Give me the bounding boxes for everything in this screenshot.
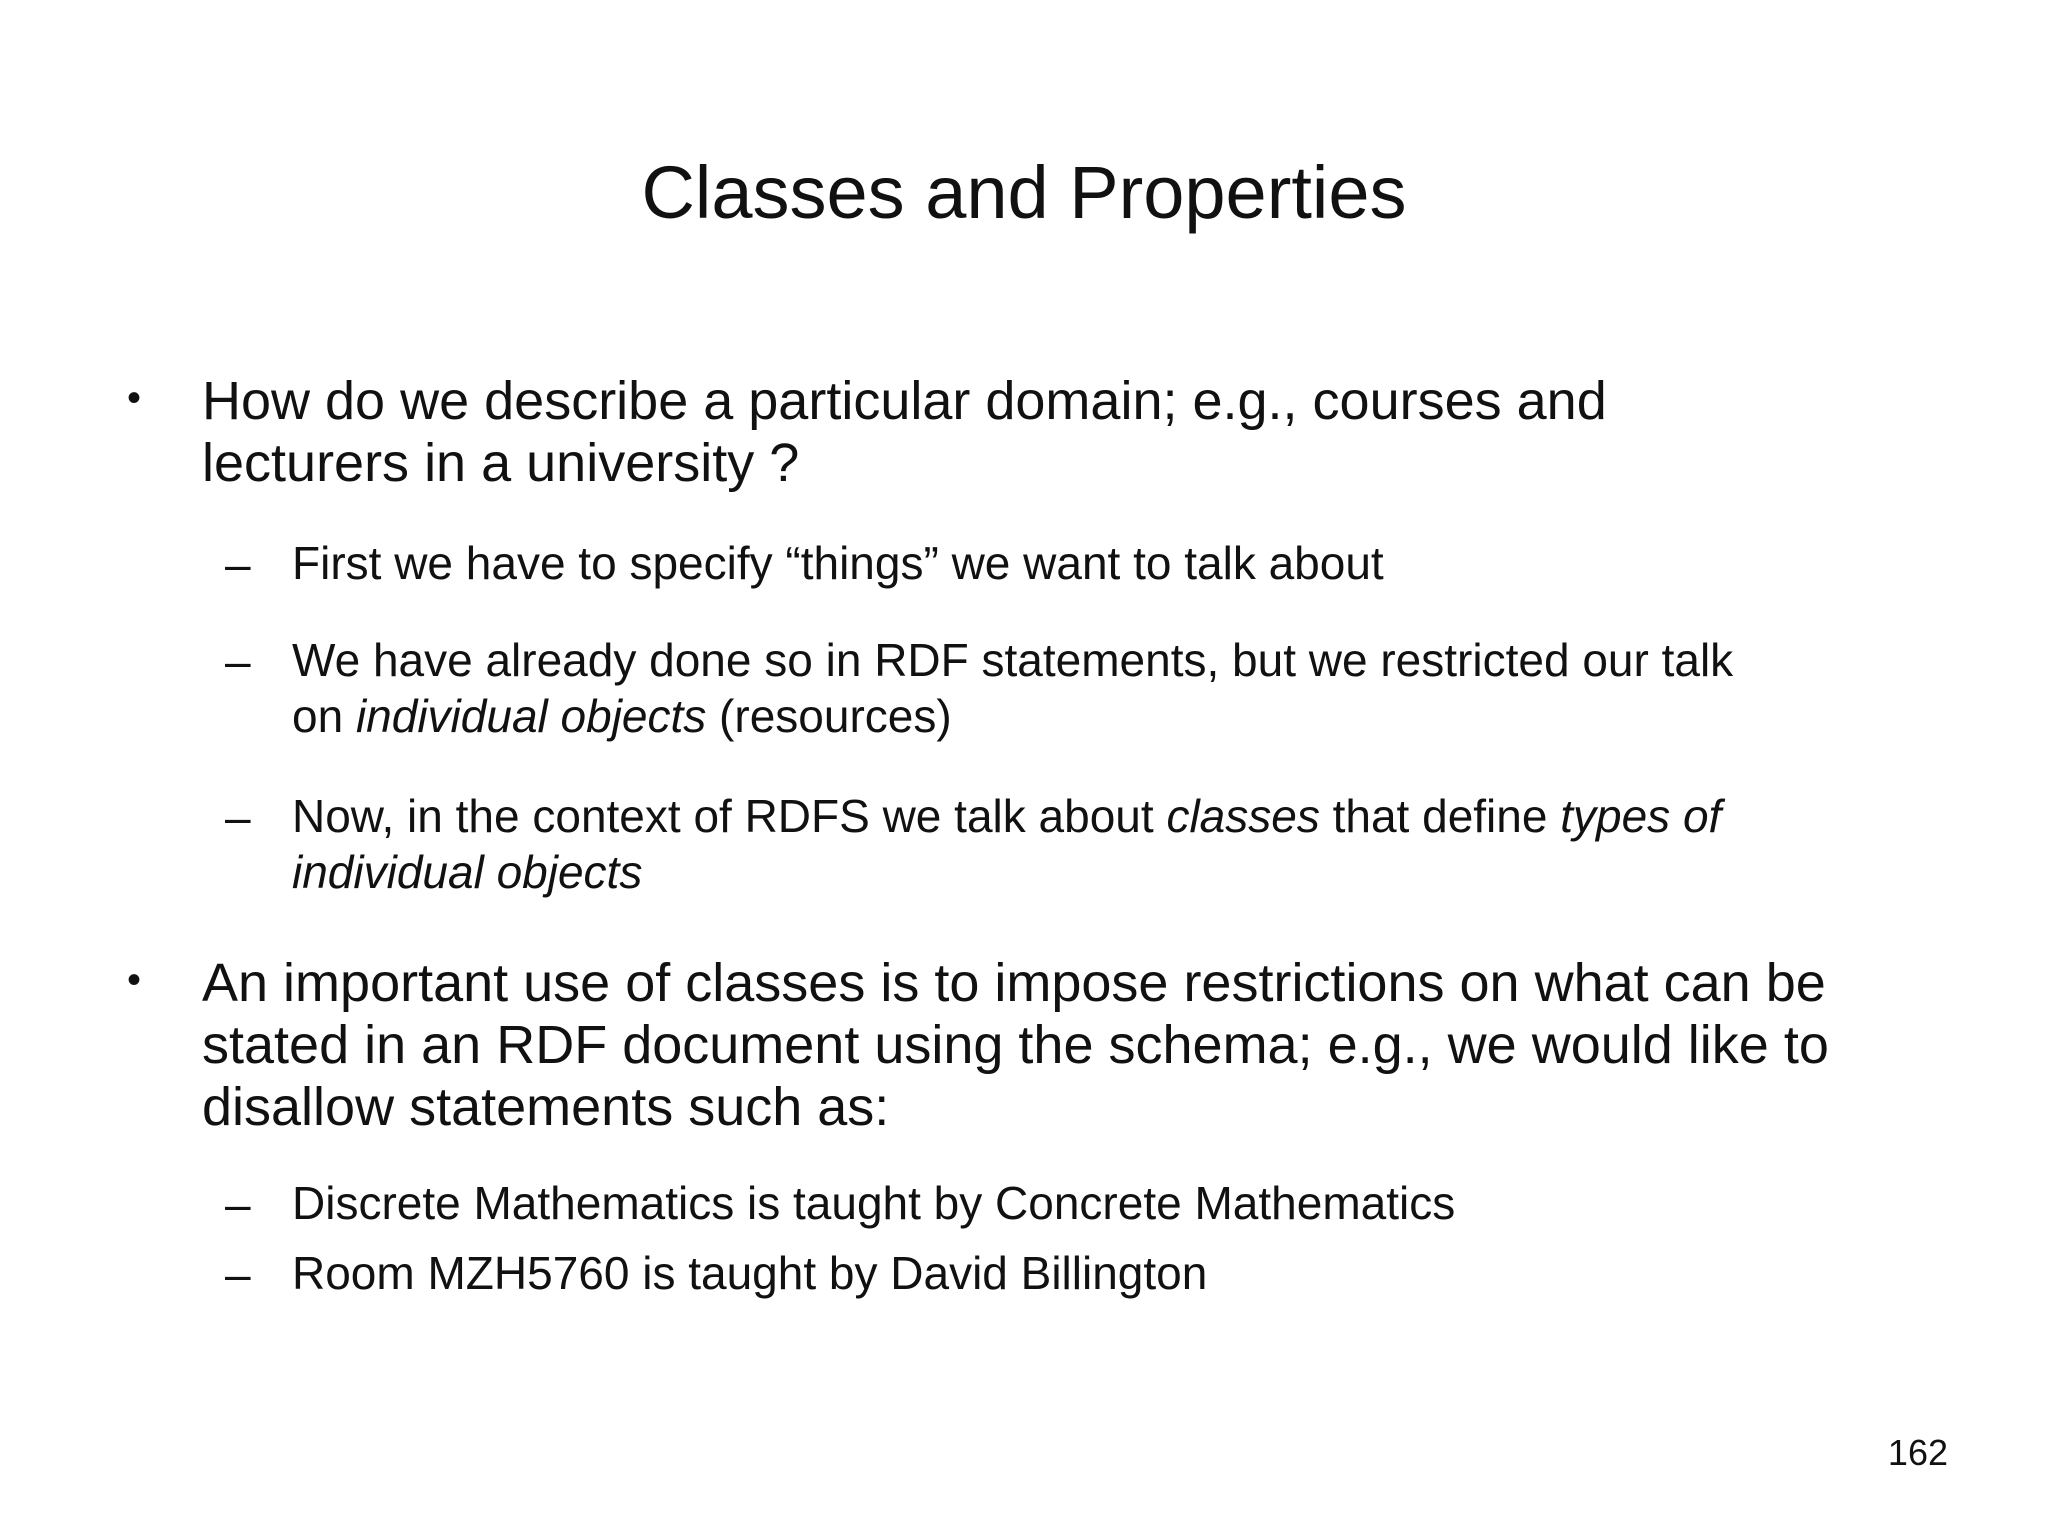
bullet-2-line-1: An important use of classes is to impose restrictions on what can be — [202, 953, 1826, 1013]
sub-marker: – — [225, 538, 251, 590]
sub-bullet-2-line-1: We have already done so in RDF statements, but we restricted our talk — [292, 634, 1734, 686]
sub-bullet-2-line-2 — [292, 688, 1733, 744]
bullet-1-text — [202, 370, 1607, 494]
sub-bullet-3-italic-objects: individual objects — [292, 846, 643, 898]
sub-bullet-2-prefix: on — [292, 690, 356, 742]
sub-marker: – — [225, 1248, 251, 1300]
bullet-marker: • — [127, 376, 142, 420]
sub-bullet-3-middle: that define — [1319, 790, 1561, 842]
sub-bullet-3-prefix: Now, in the context of RDFS we talk about — [292, 790, 1167, 842]
sub-bullet-1-text: First we have to specify “things” we want to talk about — [292, 537, 1384, 589]
slide-title: Classes and Properties — [641, 151, 1407, 234]
sub-bullet-3-line-2 — [292, 844, 1721, 900]
bullet-marker: • — [127, 958, 142, 1002]
sub-bullet-3 — [292, 788, 1721, 900]
sub-bullet-3-line-1 — [292, 788, 1721, 844]
sub-bullet-3-italic-classes: classes — [1166, 790, 1320, 842]
sub-marker: – — [225, 635, 251, 687]
bullet-2-line-2: stated in an RDF document using the schema; e.g., we would like to — [202, 1015, 1829, 1075]
sub-bullet-5-text: Room MZH5760 is taught by David Billington — [292, 1247, 1208, 1299]
bullet-1-line-1: How do we describe a particular domain; e.g., courses and — [202, 371, 1607, 431]
sub-bullet-1 — [292, 535, 1384, 591]
sub-bullet-4 — [292, 1175, 1455, 1231]
bullet-1-line-2: lecturers in a university ? — [202, 433, 800, 493]
sub-marker: – — [225, 1178, 251, 1230]
page-number: 162 — [1887, 1432, 1948, 1473]
sub-bullet-2-suffix: (resources) — [706, 690, 952, 742]
sub-marker: – — [225, 791, 251, 843]
sub-bullet-3-italic-types: types of — [1560, 790, 1722, 842]
bullet-2-text — [202, 952, 1829, 1138]
sub-bullet-4-text: Discrete Mathematics is taught by Concrete Mathematics — [292, 1177, 1456, 1229]
sub-bullet-2-italic: individual objects — [355, 690, 707, 742]
sub-bullet-2 — [292, 632, 1733, 744]
bullet-2-line-3: disallow statements such as: — [202, 1077, 890, 1137]
sub-bullet-5 — [292, 1245, 1207, 1301]
